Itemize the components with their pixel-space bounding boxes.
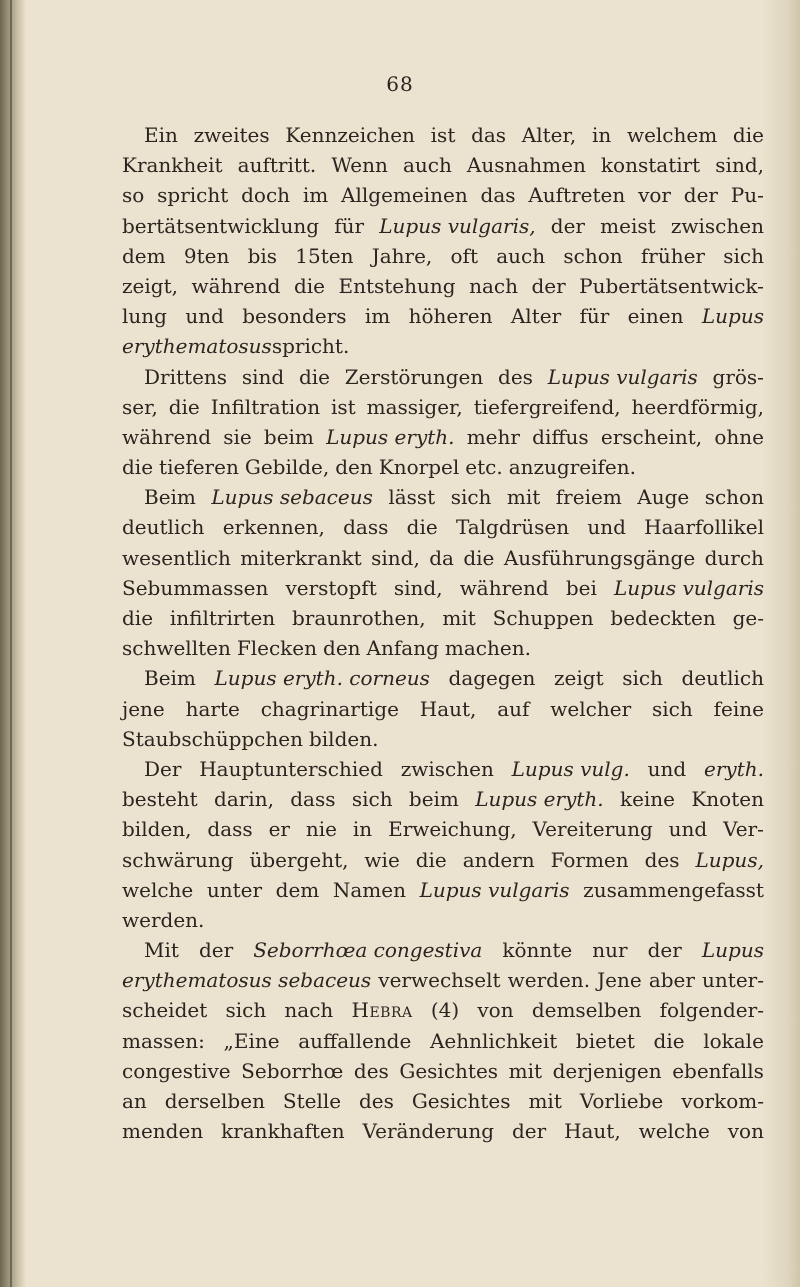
word: von bbox=[727, 1119, 764, 1144]
body-text bbox=[122, 120, 764, 1146]
word: zeigt, bbox=[122, 273, 178, 298]
word: dass bbox=[290, 787, 336, 812]
word: auffallende bbox=[298, 1028, 412, 1053]
word: etc. bbox=[465, 455, 503, 480]
word: Kennzeichen bbox=[285, 123, 415, 147]
word: die bbox=[653, 1028, 685, 1053]
word: vor bbox=[638, 183, 671, 208]
word: braunrothen, bbox=[291, 606, 426, 630]
text-line bbox=[122, 362, 764, 392]
word: beim bbox=[263, 424, 314, 449]
word: im bbox=[302, 183, 329, 208]
word: Pubertätsentwick- bbox=[579, 273, 764, 298]
word: Gesichtes bbox=[399, 1058, 499, 1083]
word: und bbox=[185, 304, 224, 329]
word: bertätsentwicklung bbox=[122, 213, 320, 238]
word: sich bbox=[351, 787, 393, 812]
word: Krankheit bbox=[122, 153, 223, 178]
word: die bbox=[168, 394, 200, 419]
word: tiefergreifend, bbox=[473, 394, 621, 419]
text-line bbox=[122, 392, 764, 422]
word: dass bbox=[343, 515, 389, 540]
word: das bbox=[480, 183, 516, 208]
word: meist bbox=[600, 213, 656, 238]
text-line bbox=[122, 452, 764, 482]
word: die bbox=[293, 273, 325, 298]
text-line bbox=[122, 120, 764, 150]
text-line bbox=[122, 814, 764, 844]
word: und bbox=[587, 515, 626, 540]
word: früher bbox=[640, 243, 705, 268]
word: erscheint, bbox=[600, 424, 703, 449]
word: lässt bbox=[388, 485, 436, 510]
word: welche bbox=[122, 877, 194, 902]
italic-term: Lupus vulgaris bbox=[547, 364, 698, 389]
word: der bbox=[198, 938, 234, 963]
text-line bbox=[122, 301, 764, 331]
italic-term: Lupus vulgaris bbox=[614, 575, 764, 600]
text-line bbox=[122, 603, 764, 633]
word: Ver- bbox=[723, 817, 764, 842]
word: der bbox=[647, 938, 682, 963]
word: Schuppen bbox=[492, 606, 594, 630]
text-line bbox=[122, 180, 764, 210]
word: des bbox=[353, 1058, 389, 1083]
text-line bbox=[122, 663, 764, 693]
word: Knoten bbox=[691, 787, 764, 812]
word: schon bbox=[563, 243, 623, 268]
word: an bbox=[122, 1089, 147, 1113]
word: heerdförmig, bbox=[631, 394, 764, 419]
word: freiem bbox=[555, 485, 622, 510]
italic-term: Lupus eryth. bbox=[475, 787, 604, 812]
text-line bbox=[122, 935, 764, 965]
word: er bbox=[268, 817, 290, 842]
word: grös- bbox=[712, 364, 764, 389]
word: sind, bbox=[393, 575, 443, 600]
word: Pu- bbox=[730, 183, 764, 208]
word: sich bbox=[651, 696, 693, 721]
word: auch bbox=[402, 153, 452, 178]
word: Knorpel bbox=[378, 455, 460, 480]
text-line bbox=[122, 150, 764, 180]
italic-term: erythematosus bbox=[122, 334, 272, 359]
word: Formen bbox=[550, 847, 629, 872]
word: Haut, bbox=[419, 696, 477, 721]
text-line bbox=[122, 1026, 764, 1056]
word: tieferen bbox=[159, 455, 239, 480]
word: schon bbox=[704, 485, 764, 510]
word: Staubschüppchen bbox=[122, 726, 303, 751]
word: demselben bbox=[531, 998, 642, 1023]
word: Beim bbox=[144, 666, 196, 691]
word: zusammengefasst bbox=[583, 877, 764, 902]
italic-term: Lupus eryth. corneus bbox=[214, 666, 430, 691]
word: Jahre, bbox=[371, 243, 433, 268]
word: könnte bbox=[502, 938, 573, 963]
word: des bbox=[359, 1089, 394, 1113]
word: unter- bbox=[702, 968, 764, 993]
word: bedeckten bbox=[610, 606, 716, 630]
word: welcher bbox=[550, 696, 632, 721]
word: mit bbox=[442, 606, 476, 630]
word: zwischen bbox=[400, 756, 494, 781]
word: deutlich bbox=[681, 666, 764, 691]
word: chagrinartige bbox=[260, 696, 399, 721]
word: den bbox=[335, 455, 373, 480]
italic-term: Lupus vulgaris bbox=[419, 877, 570, 902]
word: menden bbox=[122, 1119, 204, 1144]
word: zwischen bbox=[670, 213, 764, 238]
word: verstopft bbox=[285, 575, 377, 600]
text-line bbox=[122, 241, 764, 271]
word: lung bbox=[122, 304, 167, 329]
word: besteht bbox=[122, 787, 198, 812]
text-line bbox=[122, 331, 764, 361]
italic-term: Lupus bbox=[701, 938, 764, 963]
word: durch bbox=[704, 545, 764, 570]
word: folgender- bbox=[659, 998, 764, 1023]
word: nach bbox=[469, 273, 518, 298]
word: oft bbox=[450, 243, 478, 268]
word: Haut, bbox=[564, 1119, 621, 1144]
word: Talgdrüsen bbox=[455, 515, 570, 540]
word: sind, bbox=[371, 545, 420, 570]
word: zweites bbox=[193, 123, 270, 147]
word: auf bbox=[497, 696, 530, 721]
author-name: Hebra bbox=[351, 998, 413, 1023]
word: ist bbox=[331, 394, 356, 419]
word: infiltrirten bbox=[169, 606, 276, 630]
page-number: 68 bbox=[386, 72, 414, 96]
word: in bbox=[352, 817, 373, 842]
word: sich bbox=[225, 998, 267, 1023]
word: Erweichung, bbox=[388, 817, 517, 842]
text-line bbox=[122, 422, 764, 452]
word: „Eine bbox=[223, 1028, 280, 1053]
word: Veränderung bbox=[362, 1119, 495, 1144]
word: der bbox=[511, 1119, 547, 1144]
word: die bbox=[463, 545, 495, 570]
word: Jene bbox=[597, 968, 642, 993]
word: bis bbox=[247, 243, 278, 268]
word: massen: bbox=[122, 1028, 205, 1053]
word: sind, bbox=[715, 153, 764, 178]
word: Anfang bbox=[366, 636, 439, 661]
word: congestive bbox=[122, 1058, 231, 1083]
word: machen. bbox=[444, 636, 531, 661]
word: feine bbox=[713, 696, 764, 721]
word: darin, bbox=[214, 787, 274, 812]
word: das bbox=[471, 123, 507, 147]
text-line bbox=[122, 512, 764, 542]
word: beim bbox=[408, 787, 459, 812]
word: werden. bbox=[507, 968, 591, 993]
text-line bbox=[122, 1086, 764, 1116]
word: ohne bbox=[714, 424, 764, 449]
word: schwärung bbox=[122, 847, 234, 872]
word: übergeht, bbox=[249, 847, 349, 872]
word: die bbox=[122, 455, 154, 480]
text-line bbox=[122, 482, 764, 512]
word: harte bbox=[185, 696, 240, 721]
word: ge- bbox=[732, 606, 764, 630]
word: mit bbox=[528, 1089, 562, 1113]
word: sich bbox=[450, 485, 492, 510]
word: des bbox=[498, 364, 533, 389]
word: aber bbox=[648, 968, 695, 993]
word: Allgemeinen bbox=[341, 183, 468, 208]
word: Beim bbox=[144, 485, 196, 510]
word: andern bbox=[462, 847, 535, 872]
word: krankhaften bbox=[221, 1119, 345, 1144]
word: sie bbox=[223, 424, 252, 449]
word: so bbox=[122, 183, 145, 208]
word: 9ten bbox=[183, 243, 230, 268]
word: Flecken bbox=[236, 636, 318, 661]
text-line bbox=[122, 724, 764, 754]
word: den bbox=[323, 636, 361, 661]
word: Infiltration bbox=[210, 394, 321, 419]
word: während bbox=[191, 273, 281, 298]
italic-term: Lupus vulg. bbox=[511, 756, 630, 781]
word: nur bbox=[592, 938, 628, 963]
text-line bbox=[122, 633, 764, 663]
word: sich bbox=[622, 666, 663, 691]
binding-edge-line bbox=[10, 0, 12, 1287]
word: und bbox=[647, 756, 687, 781]
word: und bbox=[668, 817, 708, 842]
word: im bbox=[364, 304, 391, 329]
italic-term: Lupus sebaceus bbox=[211, 485, 373, 510]
italic-term: erythematosus sebaceus bbox=[122, 968, 372, 993]
word: mit bbox=[508, 1058, 543, 1083]
word: Alter bbox=[510, 304, 562, 329]
word: des bbox=[644, 847, 680, 872]
word: deutlich bbox=[122, 515, 205, 540]
word: jene bbox=[122, 696, 165, 721]
word: miterkrankt bbox=[240, 545, 362, 570]
text-line bbox=[122, 995, 764, 1025]
text-line bbox=[122, 965, 764, 995]
word: der bbox=[683, 183, 718, 208]
text-line bbox=[122, 754, 764, 784]
word: schwellten bbox=[122, 636, 231, 661]
word: Entstehung bbox=[338, 273, 456, 298]
word: nie bbox=[305, 817, 337, 842]
word: doch bbox=[241, 183, 291, 208]
word: zeigt bbox=[554, 666, 604, 691]
word: für bbox=[334, 213, 365, 238]
word: die bbox=[415, 847, 447, 872]
text-line bbox=[122, 1056, 764, 1086]
word: Gesichtes bbox=[411, 1089, 511, 1113]
word: auch bbox=[496, 243, 546, 268]
word: wesentlich bbox=[122, 545, 231, 570]
word: der bbox=[531, 273, 566, 298]
italic-term: Lupus bbox=[701, 304, 764, 329]
italic-term: Lupus, bbox=[695, 847, 764, 872]
word: während bbox=[459, 575, 549, 600]
word: mit bbox=[506, 485, 541, 510]
word: Ausführungsgänge bbox=[503, 545, 696, 570]
word: mehr bbox=[466, 424, 520, 449]
word: Ausnahmen bbox=[466, 153, 586, 178]
word: ser, bbox=[122, 394, 158, 419]
word: Sebummassen bbox=[122, 575, 269, 600]
text-line bbox=[122, 573, 764, 603]
word: wie bbox=[364, 847, 400, 872]
word: in bbox=[591, 123, 612, 147]
word: bilden. bbox=[308, 726, 379, 751]
word: diffus bbox=[532, 424, 589, 449]
word: welchem bbox=[626, 123, 718, 147]
word: spricht bbox=[157, 183, 229, 208]
text-line bbox=[122, 784, 764, 814]
word: von bbox=[477, 998, 514, 1023]
word: bietet bbox=[575, 1028, 635, 1053]
word: werden. bbox=[122, 907, 205, 932]
word: ebenfalls bbox=[672, 1058, 764, 1083]
word: Alter, bbox=[521, 123, 577, 147]
word: erkennen, bbox=[222, 515, 325, 540]
word: Vorliebe bbox=[579, 1089, 664, 1113]
word: Stelle bbox=[282, 1089, 342, 1113]
word: da bbox=[429, 545, 454, 570]
word: dem bbox=[122, 243, 166, 268]
word: Aehnlichkeit bbox=[429, 1028, 558, 1053]
word: sind bbox=[241, 364, 285, 389]
word: Wenn bbox=[331, 153, 388, 178]
word: die bbox=[732, 123, 764, 147]
word: dagegen bbox=[448, 666, 536, 691]
text-line bbox=[122, 271, 764, 301]
word: Haarfollikel bbox=[644, 515, 764, 540]
word: Auftreten bbox=[528, 183, 626, 208]
text-line bbox=[122, 845, 764, 875]
word: lokale bbox=[703, 1028, 764, 1053]
text-line bbox=[122, 875, 764, 905]
word: bei bbox=[565, 575, 597, 600]
word: bilden, bbox=[122, 817, 192, 842]
word: welche bbox=[638, 1119, 710, 1144]
text-line bbox=[122, 694, 764, 724]
word: sich bbox=[723, 243, 764, 268]
word: die bbox=[122, 606, 154, 630]
word: Hauptunterschied bbox=[199, 756, 383, 781]
word: anzugreifen. bbox=[508, 455, 636, 480]
word: (4) bbox=[430, 998, 460, 1023]
word: scheidet bbox=[122, 998, 208, 1023]
word: Zerstörungen bbox=[344, 364, 484, 389]
text-line bbox=[122, 543, 764, 573]
word: nach bbox=[284, 998, 334, 1023]
word: dem bbox=[275, 877, 320, 902]
word: Auge bbox=[637, 485, 690, 510]
word: Gebilde, bbox=[244, 455, 330, 480]
italic-term: Seborrhœa congestiva bbox=[253, 938, 483, 963]
italic-term: Lupus eryth. bbox=[326, 424, 455, 449]
word: vorkom- bbox=[681, 1089, 764, 1113]
word: derjenigen bbox=[552, 1058, 662, 1083]
italic-term: Lupus vulgaris, bbox=[379, 213, 536, 238]
italic-term: eryth. bbox=[704, 756, 764, 781]
word: unter bbox=[206, 877, 263, 902]
word: Seborrhœ bbox=[241, 1058, 344, 1083]
word: verwechselt bbox=[378, 968, 501, 993]
word: Der bbox=[144, 756, 182, 781]
word: dass bbox=[207, 817, 253, 842]
word: besonders bbox=[242, 304, 347, 329]
word: derselben bbox=[164, 1089, 265, 1113]
word: Drittens bbox=[144, 364, 228, 389]
word: 15ten bbox=[295, 243, 354, 268]
word: für bbox=[579, 304, 610, 329]
text-line bbox=[122, 1116, 764, 1146]
word: ist bbox=[430, 123, 456, 147]
word: einen bbox=[627, 304, 684, 329]
word: auftritt. bbox=[237, 153, 317, 178]
word: Vereiterung bbox=[532, 817, 653, 842]
word: der bbox=[550, 213, 585, 238]
book-gutter-shadow bbox=[0, 0, 26, 1287]
word: massiger, bbox=[366, 394, 463, 419]
text-line bbox=[122, 211, 764, 241]
text-line bbox=[122, 905, 764, 935]
word: keine bbox=[619, 787, 676, 812]
word: die bbox=[298, 364, 330, 389]
word: höheren bbox=[408, 304, 493, 329]
word: spricht. bbox=[271, 334, 350, 359]
word: die bbox=[406, 515, 438, 540]
word: Ein bbox=[144, 123, 178, 147]
word: konstatirt bbox=[600, 153, 701, 178]
word: Mit bbox=[144, 938, 179, 963]
word: Namen bbox=[332, 877, 406, 902]
page-edge-shading bbox=[762, 0, 800, 1287]
word: während bbox=[122, 424, 212, 449]
